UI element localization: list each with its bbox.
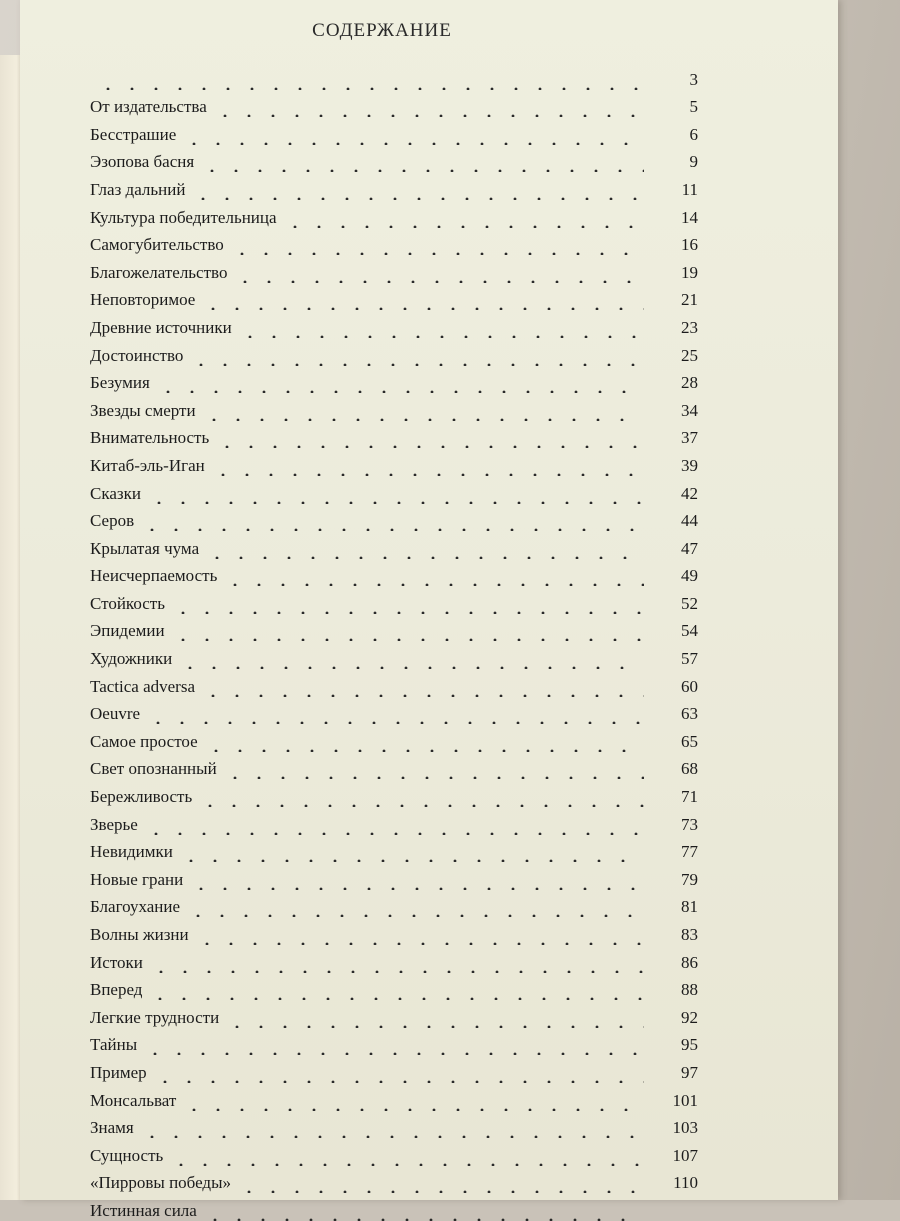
toc-entry-page-number: 92 [681,1007,698,1027]
toc-entry-page-number: 110 [673,1173,698,1193]
toc-entry-page-number: 95 [681,1035,698,1055]
toc-leader-dots [202,401,644,421]
toc-entry-title: Легкие трудности [90,1007,220,1027]
toc-entry-title: Зверье [90,814,138,834]
toc-entry [90,973,698,1001]
toc-entry [90,531,698,559]
toc-entry-page-number: 16 [681,235,698,255]
toc-entry [90,1138,698,1166]
toc-leader-dots [182,125,644,145]
toc-leader-dots [204,732,644,752]
toc-entry [90,1083,698,1111]
table-of-contents [90,62,698,1221]
toc-entry-page-number: 52 [681,593,698,613]
toc-leader-dots [96,70,644,90]
toc-entry-title: Свет опознанный [90,759,217,779]
toc-entry-title: Стойкость [90,593,165,613]
toc-entry-title: Древние источники [90,317,232,337]
toc-leader-dots [213,97,644,117]
toc-entry-title: Истоки [90,952,143,972]
toc-entry-title: Благоухание [90,897,181,917]
toc-entry-page-number: 21 [681,290,698,310]
toc-leader-dots [156,373,644,393]
toc-entry-title: Безумия [90,373,150,393]
toc-entry-page-number: 73 [681,814,698,834]
toc-entry-title: От издательства [90,97,207,117]
toc-entry [90,669,698,697]
toc-leader-dots [140,511,644,531]
book-page [20,0,838,1220]
toc-entry-title: Серов [90,511,135,531]
toc-entry-page-number: 65 [681,731,698,751]
toc-entry-title: Бесстрашие [90,124,177,144]
toc-entry-page-number: 103 [672,1118,698,1138]
toc-entry [90,862,698,890]
toc-leader-dots [148,980,644,1000]
toc-entry [90,890,698,918]
toc-leader-dots [198,787,644,807]
toc-entry-page-number: 88 [681,980,698,1000]
toc-entry [90,724,698,752]
toc-entry-title: Волны жизни [90,925,189,944]
toc-entry-page-number: 11 [681,179,698,199]
toc-leader-dots [147,484,644,504]
toc-leader-dots [140,1118,644,1138]
toc-entry-page-number: 77 [681,842,698,862]
toc-entry-title: Сказки [90,483,141,503]
toc-entry [90,917,698,945]
toc-entry [90,586,698,614]
toc-entry-page-number: 97 [681,1062,698,1082]
toc-entry-page-number: 44 [681,511,698,531]
toc-entry [90,504,698,532]
toc-entry [90,145,698,173]
toc-entry [90,172,698,200]
toc-leader-dots [179,842,644,862]
toc-entry [90,90,698,118]
toc-entry-page-number: 71 [681,787,698,807]
toc-leader-dots [146,704,644,724]
toc-entry-title: Звезды смерти [90,400,196,420]
toc-entry-page-number: 42 [681,483,698,503]
toc-entry [90,476,698,504]
toc-leader-dots [191,180,644,200]
toc-entry-title: Неповторимое [90,290,196,310]
toc-entry [90,366,698,394]
toc-leader-dots [283,208,644,228]
toc-entry-page-number: 86 [681,952,698,972]
toc-entry-title: Знамя [90,1118,134,1138]
toc-leader-dots [169,1146,644,1166]
toc-entry-title: Самогубительство [90,235,224,255]
toc-entry-title: Сущность [90,1145,164,1165]
toc-entry-page-number: 28 [681,373,698,393]
toc-entry-page-number: 14 [681,207,698,227]
toc-entry [90,255,698,283]
toc-entry-page-number: 47 [681,538,698,558]
toc-leader-dots [233,263,644,283]
toc-entry-title: Вперед [90,980,143,1000]
toc-leader-dots [182,1091,644,1111]
toc-entry-page-number: 107 [672,1145,698,1165]
toc-leader-dots [203,1201,644,1221]
toc-leader-dots [153,1063,644,1083]
toc-leader-dots [230,235,644,255]
toc-entry [90,697,698,725]
toc-entry-title: Глаз дальний [90,179,186,199]
toc-entry-page-number: 34 [681,400,698,420]
toc-entry-page-number: 49 [681,566,698,586]
toc-entry [90,283,698,311]
toc-leader-dots [238,318,644,338]
toc-entry-title: Эпидемии [90,621,165,641]
toc-leader-dots [149,953,644,973]
toc-entry [90,448,698,476]
toc-entry-page-number: 23 [681,317,698,337]
toc-entry [90,1166,698,1194]
toc-entry [90,835,698,863]
toc-entry-title: Oeuvre [90,704,141,724]
toc-entry-page-number: 3 [689,69,698,89]
toc-entry-title: Монсальват [90,1090,177,1110]
toc-entry-page-number: 81 [681,897,698,917]
toc-leader-dots [237,1173,644,1193]
toc-leader-dots [171,594,644,614]
toc-entry-page-number: 5 [689,97,698,117]
toc-entry-page-number: 79 [681,869,698,889]
toc-entry [90,752,698,780]
toc-entry [90,228,698,256]
toc-entry [90,807,698,835]
toc-leader-dots [171,621,644,641]
toc-entry-title: Крылатая чума [90,538,200,558]
toc-entry-title: Художники [90,649,173,669]
toc-leader-dots [189,870,644,890]
toc-entry [90,559,698,587]
toc-entry [90,1000,698,1028]
toc-entry-page-number: 54 [681,621,698,641]
toc-entry [90,945,698,973]
toc-entry-title: Тайны [90,1035,138,1055]
toc-entry [90,614,698,642]
toc-leader-dots [211,456,644,476]
toc-entry-title: Пример [90,1062,147,1082]
toc-entry-title: Китаб-эль-Иган [90,455,205,475]
toc-entry [90,338,698,366]
toc-entry [90,310,698,338]
toc-leader-dots [201,677,644,697]
toc-entry-title: Достоинство [90,345,184,365]
toc-entry [90,393,698,421]
toc-entry [90,1028,698,1056]
toc-entry [90,1055,698,1083]
toc-entry-page-number: 9 [689,152,698,172]
toc-entry [90,1111,698,1139]
toc-entry-page-number: 63 [681,704,698,724]
toc-entry-page-number: 57 [681,649,698,669]
toc-entry-title: Благожелательство [90,262,228,282]
toc-leader-dots [200,152,644,172]
toc-leader-dots [215,428,644,448]
toc-entry-page-number: 25 [681,345,698,365]
toc-entry [90,200,698,228]
toc-leader-dots [201,290,644,310]
toc-entry [90,117,698,145]
toc-entry-page-number: 19 [681,262,698,282]
toc-entry-page-number: 68 [681,759,698,779]
toc-leader-dots [189,346,644,366]
toc-entry-title: Невидимки [90,842,173,862]
toc-entry-title: «Пирровы победы» [90,1173,231,1193]
toc-entry-title: Внимательность [90,428,210,448]
toc-entry-title: Неисчерпаемость [90,566,218,586]
toc-entry-page-number: 101 [672,1090,698,1110]
toc-entry [90,62,698,90]
toc-entry-page-number: 83 [681,925,698,944]
toc-entry-title: Tactica adversa [90,676,195,696]
toc-entry-title: Эзопова басня [90,152,195,172]
toc-entry-page-number: 37 [681,428,698,448]
toc-entry [90,421,698,449]
toc-leader-dots [205,539,644,559]
toc-leader-dots [186,897,644,917]
toc-entry [90,779,698,807]
toc-entry-title: Новые грани [90,869,184,889]
page-title: СОДЕРЖАНИЕ [312,20,452,41]
toc-entry [90,641,698,669]
toc-leader-dots [195,925,644,945]
toc-entry [90,1193,698,1221]
toc-leader-dots [223,566,644,586]
toc-entry-page-number: 60 [681,676,698,696]
toc-entry-title: Истинная сила [90,1200,197,1220]
toc-leader-dots [143,1035,644,1055]
toc-leader-dots [223,759,644,779]
toc-entry-page-number: 39 [681,455,698,475]
toc-entry-title: Культура победительница [90,207,277,227]
toc-leader-dots [225,1008,644,1028]
toc-entry-page-number: 6 [689,124,698,144]
toc-leader-dots [178,649,644,669]
toc-entry-title: Бережливость [90,787,193,807]
toc-entry-title: Самое простое [90,731,198,751]
toc-leader-dots [144,815,644,835]
